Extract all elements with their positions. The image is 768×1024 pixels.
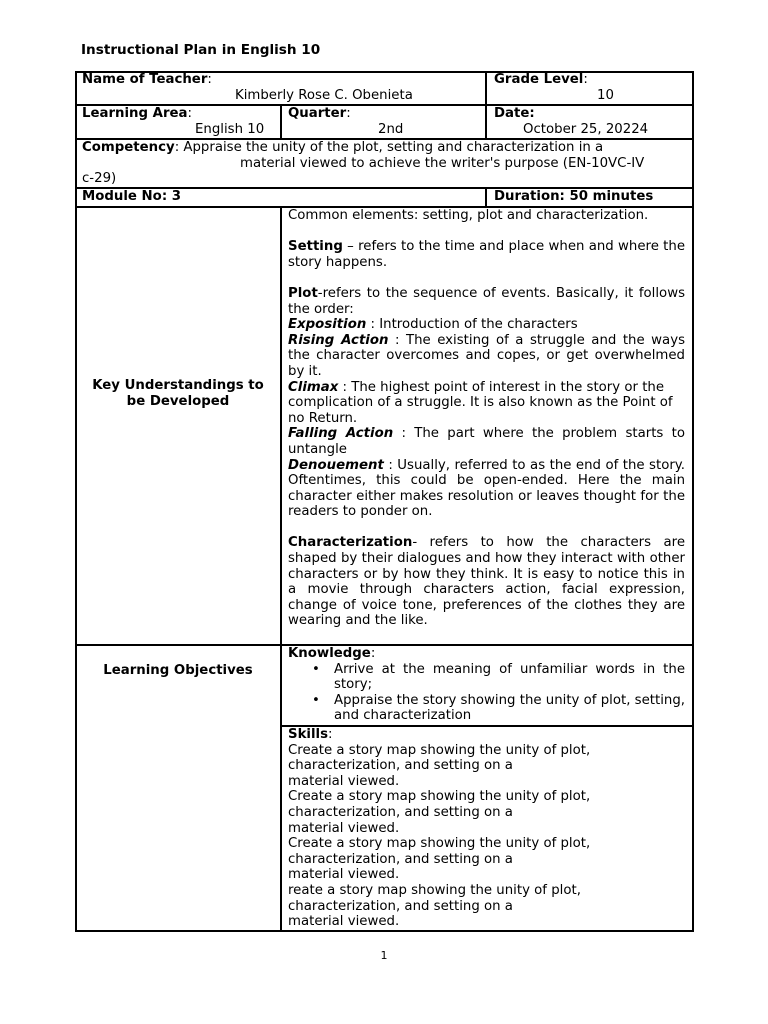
learning-objectives-label: Learning Objectives xyxy=(103,663,253,678)
grade-value: 10 xyxy=(597,88,614,103)
area-value: English 10 xyxy=(195,122,265,137)
teacher-label: Name of Teacher xyxy=(82,72,208,87)
skills-line: characterization, and setting on a xyxy=(288,851,513,867)
grade-label: Grade Level xyxy=(494,72,584,87)
teacher-label-cell: Name of Teacher: xyxy=(82,72,212,87)
area-label-cell: Learning Area: xyxy=(82,106,192,121)
competency-text-3: c-29) xyxy=(82,171,117,186)
ku-intro: Common elements: setting, plot and characterization. xyxy=(288,208,649,223)
ku-climax-cont: complication of a struggle. It is also known as the Point of no Return. xyxy=(288,395,673,426)
skills-label: Skills xyxy=(288,727,329,742)
col-divider xyxy=(485,187,487,208)
ku-characterization: Characterization- refers to how the characters are shaped by their dialogues and how they interact with other characters or by how they think. It is easy to notice this in a movie through characters action, facial expression, change of voice tone, preferences of the clothes they are wearing and the like. xyxy=(288,535,685,629)
skills-line: characterization, and setting on a xyxy=(288,898,513,914)
grade-label-cell: Grade Level: xyxy=(494,72,588,87)
quarter-label: Quarter xyxy=(288,106,347,121)
knowledge-section: Knowledge: • Arrive at the meaning of unfamiliar words in the story; • Appraise the story showing the unity of plot, setting, and characterization xyxy=(288,646,685,724)
quarter-value: 2nd xyxy=(378,122,404,137)
ku-setting: Setting – refers to the time and place when and where the story happens. xyxy=(288,239,685,270)
ku-falling-action: Falling Action : The part where the problem starts to untangle xyxy=(288,426,685,457)
competency-line-1 xyxy=(82,140,603,155)
competency-text-2: material viewed to achieve the writer's purpose (EN-10VC-IV xyxy=(240,156,645,171)
quarter-label-cell: Quarter: xyxy=(288,106,351,121)
knowledge-list xyxy=(288,662,685,724)
skills-line: material viewed. xyxy=(288,914,400,930)
teacher-value: Kimberly Rose C. Obenieta xyxy=(235,88,413,103)
list-item: • Appraise the story showing the unity of plot, setting, and characterization xyxy=(334,693,685,724)
col-divider xyxy=(280,206,282,932)
skills-line: material viewed. xyxy=(288,773,400,789)
skills-line: material viewed. xyxy=(288,867,400,883)
document-title: Instructional Plan in English 10 xyxy=(81,42,321,58)
skills-line: Create a story map showing the unity of plot, xyxy=(288,742,591,758)
module-label: Module No: 3 xyxy=(82,189,182,204)
duration-label: Duration: 50 minutes xyxy=(494,189,654,204)
list-item: • Arrive at the meaning of unfamiliar words in the story; xyxy=(334,662,685,693)
key-understandings-label: Key Understandings to be Developed xyxy=(92,378,264,409)
knowledge-label: Knowledge xyxy=(288,646,371,661)
ku-denouement: Denouement : Usually, referred to as the end of the story. Oftentimes, this could be open-ended. Here the main character either makes resolution or leaves thought for the readers to ponder on. xyxy=(288,457,685,520)
skills-line: characterization, and setting on a xyxy=(288,758,513,774)
date-value: October 25, 20224 xyxy=(523,122,649,137)
skills-line: reate a story map showing the unity of plot, xyxy=(288,882,581,898)
col-divider xyxy=(485,71,487,140)
competency-text-1: : Appraise the unity of the plot, setting and characterization in a xyxy=(174,140,604,155)
competency-label: Competency xyxy=(82,140,175,155)
key-understandings-content xyxy=(288,208,685,629)
skills-line: Create a story map showing the unity of plot, xyxy=(288,789,591,805)
date-label: Date: xyxy=(494,106,535,121)
ku-exposition: Exposition : Introduction of the characters xyxy=(288,317,578,333)
skills-line: material viewed. xyxy=(288,820,400,836)
ku-rising-action: Rising Action : The existing of a struggle and the ways the character overcomes and copes, or get overwhelmed by it. xyxy=(288,332,685,379)
col-divider xyxy=(280,104,282,140)
skills-section: Skills: Create a story map showing the unity of plot, characterization, and setting on a material viewed. Create a story map showing the unity of plot, characterization, and setting on a material viewed. Create a story map showing the unity of plot, characterization, and setting on a material viewed. reate a story map showing the unity of plot, characterization, and setting on a material viewed. xyxy=(288,727,685,930)
skills-line: characterization, and setting on a xyxy=(288,804,513,820)
skills-line: Create a story map showing the unity of plot, xyxy=(288,836,591,852)
area-label: Learning Area xyxy=(82,106,188,121)
ku-climax: Climax : The highest point of interest in the story or the xyxy=(288,379,665,395)
page-number: 1 xyxy=(380,949,388,962)
ku-plot: Plot-refers to the sequence of events. Basically, it follows the order: xyxy=(288,285,685,317)
